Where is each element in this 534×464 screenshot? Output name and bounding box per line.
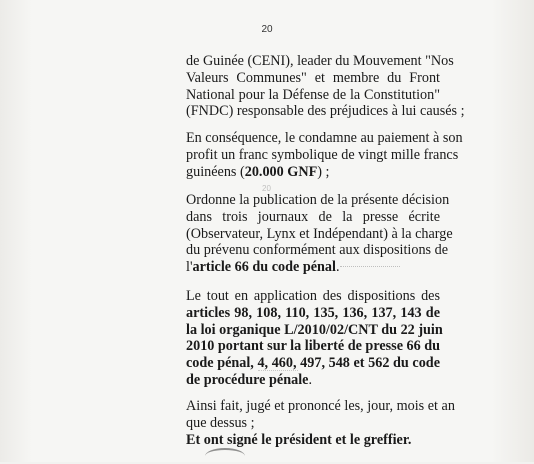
code-bold: de procédure pénale — [186, 371, 309, 388]
paragraph-publication-order — [186, 192, 453, 276]
text-line: En conséquence, le condamne au paiement à son — [186, 130, 463, 146]
text-line: que dessus ; — [186, 414, 255, 431]
text-line: Ordonne la publication de la présente décision — [186, 192, 450, 208]
law-bold: la loi organique — [186, 321, 281, 338]
text-line — [186, 338, 440, 355]
law-bold: 2010 portant sur la liberté de presse 66 du — [186, 338, 441, 355]
text-line — [186, 259, 440, 276]
text-line: Valeurs Communes" et membre du Front — [186, 69, 440, 86]
paragraph-closing — [186, 398, 455, 448]
text-fragment: ) ; — [317, 163, 330, 180]
text-line: (FNDC) responsable des préjudices à lui causés ; — [186, 103, 465, 120]
text-line: Ainsi fait, jugé et prononcé les, jour, mois et an — [186, 398, 455, 414]
article-reference-bold: article 66 du code pénal — [192, 259, 336, 276]
text-line — [186, 164, 440, 181]
signature-statement-bold: Et ont signé le président et le greffier. — [186, 431, 412, 448]
text-line — [186, 372, 440, 389]
code-bold: code pénal, 4, 460, 497, 548 et 562 du code — [186, 355, 440, 372]
show-through-mark: 20 — [262, 184, 271, 193]
text-line — [186, 432, 440, 449]
text-line: dans trois journaux de la presse écrite — [186, 208, 440, 225]
paragraph-legal-basis — [186, 288, 443, 389]
text-fragment: guinéens ( — [186, 163, 245, 180]
text-line: National pour la Défense de la Constitution" — [186, 86, 440, 103]
paragraph-civil-party — [186, 53, 465, 120]
text-line: profit un franc symbolique de vingt mille francs — [186, 146, 459, 163]
paragraph-damages — [186, 130, 463, 180]
amount-bold: 20.000 GNF — [244, 163, 318, 180]
text-fragment: . — [308, 371, 312, 388]
text-line — [186, 355, 440, 372]
text-fragment: l' — [186, 259, 193, 276]
law-number-bold: L/2010/02/CNT du 22 juin — [284, 321, 443, 338]
text-line — [186, 321, 443, 339]
text-line: (Observateur, Lynx et Indépendant) à la charge — [186, 225, 453, 242]
text-line — [186, 305, 440, 322]
text-line: Le tout en application des dispositions des — [186, 288, 440, 304]
articles-bold: articles 98, 108, 110, 135, 136, 137, 143 de — [186, 304, 440, 321]
text-line: du prévenu conformément aux dispositions de — [186, 242, 449, 259]
page-number: 20 — [261, 24, 273, 35]
text-fragment: . — [335, 259, 340, 276]
text-line: de Guinée (CENI), leader du Mouvement "Nos — [186, 53, 454, 69]
